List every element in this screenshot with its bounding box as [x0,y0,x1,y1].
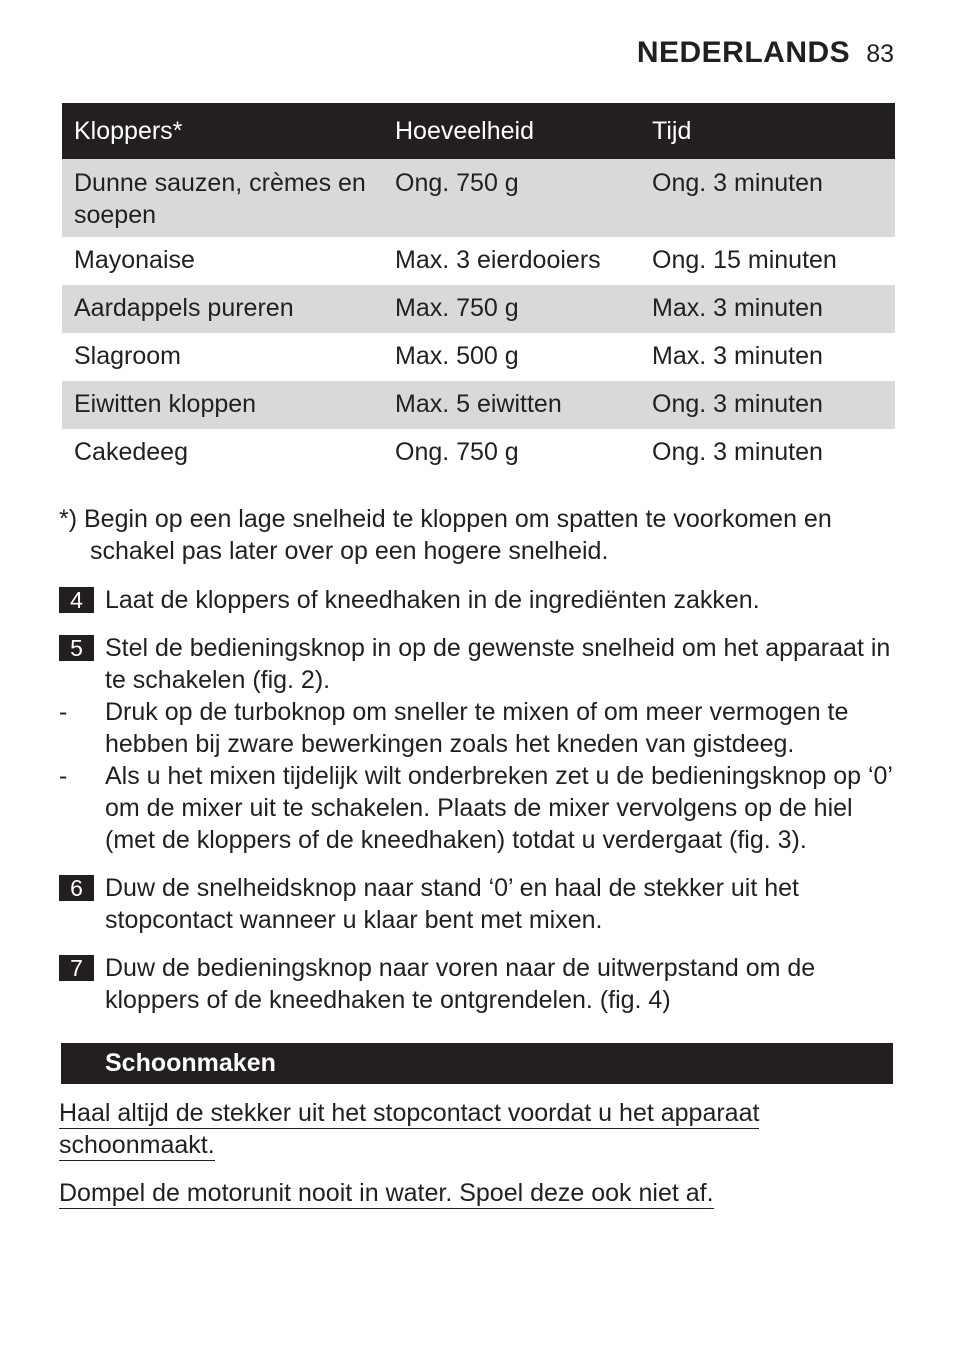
table-cell: Max. 5 eiwitten [383,381,640,429]
column-header: Tijd [640,103,895,159]
column-header: Kloppers* [62,103,383,159]
step-text: Duw de bedieningsknop naar voren naar de uitwerpstand om de kloppers of de kneedhaken te ontgrendelen. (fig. 4) [105,954,816,1014]
table-cell: Eiwitten kloppen [62,381,383,429]
step-number: 6 [59,875,94,901]
step-number: 7 [59,955,94,981]
table-row [62,381,895,429]
warning-text [59,1177,714,1209]
table-row [62,285,895,333]
warning-line: Haal altijd de stekker uit het stopcontact voordat u het apparaat [59,1099,760,1127]
table-cell: Max. 500 g [395,342,519,370]
table-cell: Ong. 3 minuten [640,381,895,429]
page-number: 83 [866,40,894,68]
step-item [59,872,895,936]
section-heading: Schoonmaken [61,1043,893,1084]
step-text: Stel de bedieningsknop in op de gewenste snelheid om het apparaat in te schakelen (fig. 2). [105,634,891,694]
table-header-row [62,103,895,159]
table-cell: Max. 3 minuten [652,342,823,370]
table-cell: Max. 3 eierdooiers [395,246,601,274]
warning-line: Dompel de motorunit nooit in water. Spoel deze ook niet af. [59,1179,714,1207]
table-row [62,429,895,477]
table-cell: Ong. 3 minuten [640,159,895,237]
bullet-text: Als u het mixen tijdelijk wilt onderbreken zet u de bedieningsknop op ‘0’ om de mixer uit te schakelen. Plaats de mixer vervolgens op de hiel (met de kloppers of de kneedhaken) totdat u verdergaat (fig. 3). [105,762,893,854]
table-cell: Slagroom [74,342,181,370]
table-footnote [59,503,889,567]
step-item [59,632,895,696]
usage-table [62,103,895,477]
bullet-item [59,696,895,760]
table-cell: Max. 3 minuten [640,285,895,333]
step-text: Duw de snelheidsknop naar stand ‘0’ en haal de stekker uit het stopcontact wanneer u klaar bent met mixen. [105,874,799,934]
warning-text [59,1097,759,1161]
step-number: 4 [59,587,94,613]
table-cell: Ong. 3 minuten [652,438,823,466]
bullet-dash: - [59,698,68,726]
step-item [59,952,895,1016]
table-cell: Ong. 15 minuten [652,246,837,274]
step-item [59,584,895,616]
footnote-line: *) Begin op een lage snelheid te kloppen om spatten te voorkomen en [59,505,832,533]
table-cell: Cakedeeg [74,438,188,466]
table-cell: Ong. 750 g [383,159,640,237]
table-cell: Dunne sauzen, crèmes en soepen [62,159,383,237]
table-cell: Mayonaise [74,246,195,274]
footnote-line: schakel pas later over op een hogere snelheid. [90,537,609,565]
table-row [62,333,895,381]
table-cell: Aardappels pureren [62,285,383,333]
bullet-item [59,760,895,856]
step-number: 5 [59,635,94,661]
step-text: Laat de kloppers of kneedhaken in de ingrediënten zakken. [105,586,760,614]
table-cell: Max. 750 g [383,285,640,333]
bullet-dash: - [59,762,68,790]
page-header [637,36,894,70]
bullet-text: Druk op de turboknop om sneller te mixen of om meer vermogen te hebben bij zware bewerkingen zoals het kneden van gistdeeg. [105,698,849,758]
table-row [62,237,895,285]
language-title: NEDERLANDS [636,36,851,69]
warning-line: schoonmaakt. [59,1131,215,1159]
table-row [62,159,895,237]
table-cell: Ong. 750 g [395,438,519,466]
column-header: Hoeveelheid [383,103,640,159]
